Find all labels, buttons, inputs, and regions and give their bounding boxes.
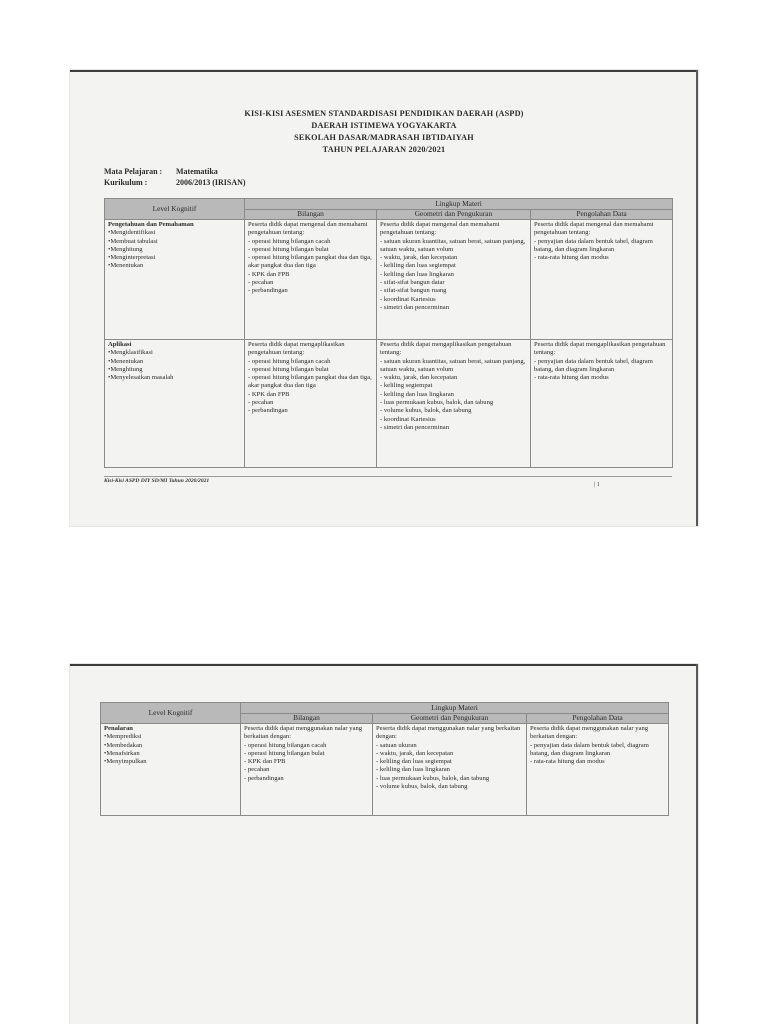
cell-text: - koordinat Kartesius — [380, 295, 436, 303]
cell-text: - volume kubus, balok, dan tabung — [380, 407, 472, 415]
list-item: • Mengklasifikasi — [108, 349, 241, 357]
cell-text: Peserta didik dapat menggunakan nalar yang berkaitan dengan: — [376, 725, 521, 741]
cell-text: - penyajian data dalam bentuk tabel, diagram batang, dan diagram lingkaran — [530, 741, 649, 757]
cell-text: - KPK dan FPB — [248, 270, 290, 278]
data-header: Pengolahan Data — [527, 714, 669, 724]
cell-text: Peserta didik dapat mengaplikasikan pengetahuan tentang: — [534, 341, 666, 357]
cell-text: - operasi hitung bilangan pangkat dua dan tiga, akar pangkat dua dan tiga — [248, 374, 372, 390]
level-cell — [105, 220, 245, 340]
cell-text: Peserta didik dapat menggunakan nalar yang berkaitan dengan: — [530, 725, 649, 741]
cell-text: - KPK dan FPB — [248, 390, 290, 398]
cell-text: Peserta didik dapat mengaplikasikan pengetahuan tentang: — [248, 341, 345, 357]
cell-text: - keliling dan luas lingkaran — [380, 270, 454, 278]
bilangan-header: Bilangan — [241, 714, 373, 724]
cell-text: - simetri dan pencerminan — [380, 423, 450, 431]
table-row — [105, 220, 673, 340]
level-cell — [105, 340, 245, 468]
cell-text: - volume kubus, balok, dan tabung — [376, 783, 468, 791]
cell-text: - operasi hitung bilangan cacah — [248, 237, 331, 245]
cell-text: Peserta didik dapat mengaplikasikan pengetahuan tentang: — [380, 341, 512, 357]
cell-text: - rata-rata hitung dan modus — [534, 254, 609, 262]
geometri-cell — [377, 340, 531, 468]
cell-text: - koordinat Kartesius — [380, 415, 436, 423]
cell-text: - keliling dan luas lingkaran — [380, 390, 454, 398]
footer-rule — [104, 476, 672, 477]
curriculum-key: Kurikulum : — [104, 178, 148, 187]
cell-text: - waktu, jarak, dan kecepatan — [380, 374, 458, 382]
document-meta — [104, 166, 246, 188]
geometri-cell — [377, 220, 531, 340]
list-item: • Menginterpretasi — [108, 254, 241, 262]
cell-text: - KPK dan FPB — [244, 758, 286, 766]
data-header: Pengolahan Data — [531, 210, 673, 220]
heading-line-2: DAERAH ISTIMEWA YOGYAKARTA — [311, 121, 457, 130]
list-item: • Membuat tabulasi — [108, 238, 241, 246]
cell-text: - pecahan — [248, 279, 274, 287]
cell-text: - satuan ukuran — [376, 741, 417, 749]
footer-text: Kisi-Kisi ASPD DIY SD/MI Tahun 2020/2021 — [104, 478, 210, 484]
cell-text: - luas permukaan kubus, balok, dan tabung — [380, 399, 494, 407]
level-header: Level Kognitif — [101, 703, 241, 724]
cell-text: Peserta didik dapat mengenal dan memahami pengetahuan tentang: — [380, 221, 500, 237]
cell-text: - waktu, jarak, dan kecepatan — [380, 254, 458, 262]
cell-text: - keliling dan luas segiempat — [376, 758, 452, 766]
geometri-header: Geometri dan Pengukuran — [377, 210, 531, 220]
cell-text: - rata-rata hitung dan modus — [534, 374, 609, 382]
level-title: Pengetahuan dan Pemahaman — [108, 221, 194, 228]
page-right-edge — [696, 664, 698, 1024]
heading-line-3: SEKOLAH DASAR/MADRASAH IBTIDAIYAH — [294, 133, 474, 142]
document-page-1 — [70, 70, 698, 526]
list-item: • Menentukan — [108, 358, 241, 366]
heading-line-4: TAHUN PELAJARAN 2020/2021 — [322, 145, 446, 154]
bilangan-header: Bilangan — [245, 210, 377, 220]
cell-text: - sifat-sifat bangun ruang — [380, 287, 447, 295]
list-item: • Menyelesaikan masalah — [108, 374, 241, 382]
page-top-edge — [70, 70, 698, 72]
cell-text: - satuan ukuran kuantitas, satuan berat, satuan panjang, satuan waktu, satuan volum — [380, 357, 526, 373]
cell-text: - pecahan — [248, 399, 274, 407]
heading-line-1: KISI-KISI ASESMEN STANDARDISASI PENDIDIKAN DAERAH (ASPD) — [244, 109, 524, 118]
list-item: • Menghitung — [108, 366, 241, 374]
cell-text: - operasi hitung bilangan bulat — [244, 749, 325, 757]
cell-text: - operasi hitung bilangan bulat — [248, 365, 329, 373]
cell-text: - perbandingan — [248, 407, 288, 415]
kisi-kisi-table — [104, 198, 673, 468]
cell-text: - perbandingan — [248, 287, 288, 295]
scope-header: Lingkup Materi — [245, 199, 673, 210]
level-header: Level Kognitif — [105, 199, 245, 220]
bilangan-cell — [245, 220, 377, 340]
cell-text: - rata-rata hitung dan modus — [530, 758, 605, 766]
page-top-edge — [70, 664, 698, 666]
list-item: • Mengidentifikasi — [108, 229, 241, 237]
curriculum-value: 2006/2013 (IRISAN) — [176, 178, 246, 187]
kisi-kisi-table-continued — [100, 702, 669, 816]
cell-text: - keliling dan luas segiempat — [380, 262, 456, 270]
list-item: • Menyimpulkan — [104, 758, 237, 766]
cell-text: Peserta didik dapat menggunakan nalar yang berkaitan dengan: — [244, 725, 363, 741]
list-item: • Menghitung — [108, 246, 241, 254]
cell-text: - simetri dan pencerminan — [380, 303, 450, 311]
list-item: • Memprediksi — [104, 733, 237, 741]
level-cell — [101, 724, 241, 816]
cell-text: - keliling dan luas lingkaran — [376, 766, 450, 774]
cell-text: - perbandingan — [244, 774, 284, 782]
level-title: Aplikasi — [108, 341, 132, 348]
subject-value: Matematika — [176, 167, 218, 176]
cell-text: - luas permukaan kubus, balok, dan tabung — [376, 774, 490, 782]
bilangan-cell — [245, 340, 377, 468]
list-item: • Membedakan — [104, 742, 237, 750]
cell-text: Peserta didik dapat mengenal dan memahami pengetahuan tentang: — [534, 221, 654, 237]
table-row — [101, 724, 669, 816]
list-item: • Menafsirkan — [104, 750, 237, 758]
document-heading — [70, 108, 698, 156]
list-item: • Menentukan — [108, 262, 241, 270]
scope-header: Lingkup Materi — [241, 703, 669, 714]
cell-text: - operasi hitung bilangan pangkat dua dan tiga, akar pangkat dua dan tiga — [248, 254, 372, 270]
cell-text: - operasi hitung bilangan cacah — [244, 741, 327, 749]
table-row — [105, 340, 673, 468]
document-page-2 — [70, 664, 698, 1024]
page-number: | 1 — [594, 482, 600, 488]
cell-text: - waktu, jarak, dan kecepatan — [376, 749, 454, 757]
cell-text: Peserta didik dapat mengenal dan memahami pengetahuan tentang: — [248, 221, 368, 237]
cell-text: - sifat-sifat bangun datar — [380, 279, 445, 287]
data-cell — [531, 220, 673, 340]
cell-text: - penyajian data dalam bentuk tabel, diagram batang, dan diagram lingkaran — [534, 237, 653, 253]
data-cell — [527, 724, 669, 816]
cell-text: - operasi hitung bilangan cacah — [248, 357, 331, 365]
bilangan-cell — [241, 724, 373, 816]
cell-text: - pecahan — [244, 766, 270, 774]
data-cell — [531, 340, 673, 468]
cell-text: - satuan ukuran kuantitas, satuan berat, satuan panjang, satuan waktu, satuan volum — [380, 237, 526, 253]
cell-text: - keliling segiempat — [380, 382, 433, 390]
cell-text: - operasi hitung bilangan bulat — [248, 245, 329, 253]
level-title: Penalaran — [104, 725, 133, 732]
subject-key: Mata Pelajaran : — [104, 167, 163, 176]
cell-text: - penyajian data dalam bentuk tabel, diagram batang, dan diagram lingkaran — [534, 357, 653, 373]
geometri-header: Geometri dan Pengukuran — [373, 714, 527, 724]
geometri-cell — [373, 724, 527, 816]
